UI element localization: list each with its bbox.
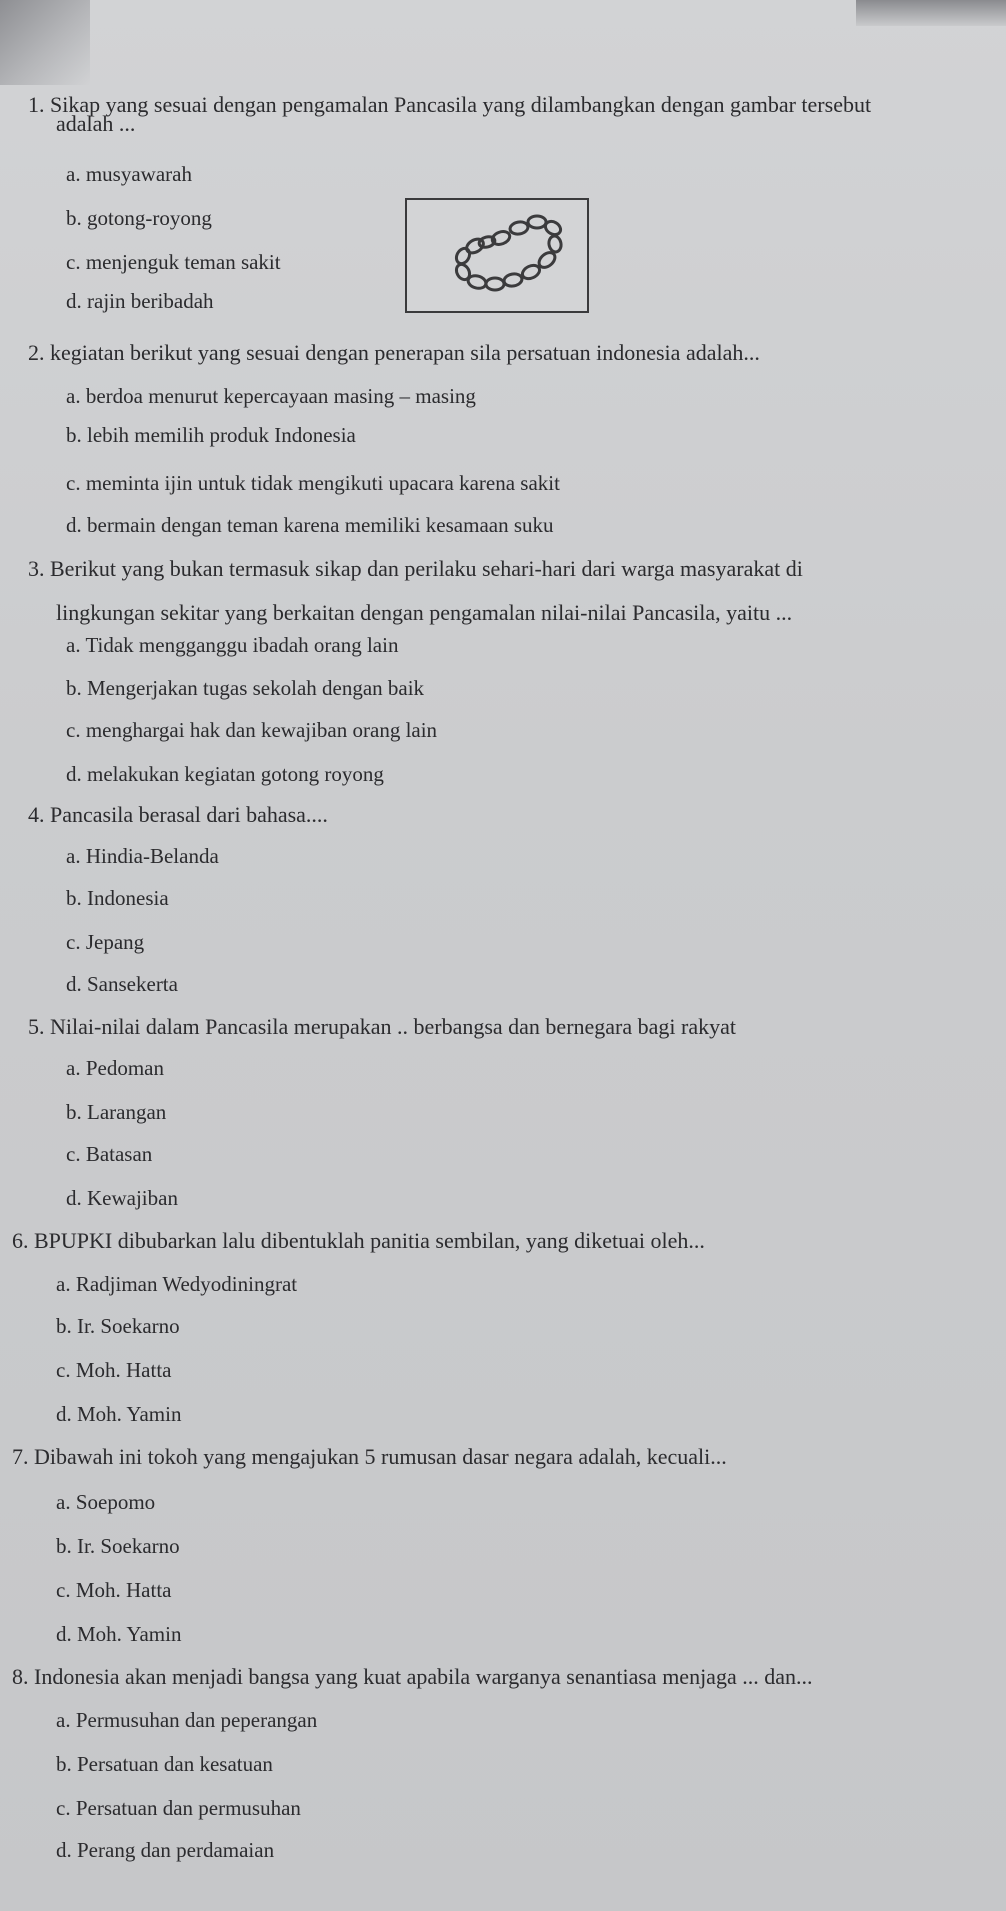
question-8-option-d[interactable]: d. Perang dan perdamaian <box>56 1838 275 1862</box>
question-8-option-a[interactable]: a. Permusuhan dan peperangan <box>56 1708 318 1732</box>
question-3-option-b[interactable]: b. Mengerjakan tugas sekolah dengan baik <box>66 676 425 700</box>
question-3-option-c[interactable]: c. menghargai hak dan kewajiban orang lain <box>66 718 438 742</box>
question-7-option-c[interactable]: c. Moh. Hatta <box>56 1578 172 1602</box>
question-7-option-d[interactable]: d. Moh. Yamin <box>56 1622 182 1646</box>
question-1-option-d[interactable]: d. rajin beribadah <box>66 289 214 313</box>
question-5-option-b[interactable]: b. Larangan <box>66 1100 167 1124</box>
question-3-stem-line-2: lingkungan sekitar yang berkaitan dengan pengamalan nilai-nilai Pancasila, yaitu ... <box>56 600 793 625</box>
question-1-option-c[interactable]: c. menjenguk teman sakit <box>66 250 281 274</box>
question-1-option-a[interactable]: a. musyawarah <box>66 162 192 186</box>
question-2-option-c[interactable]: c. meminta ijin untuk tidak mengikuti upacara karena sakit <box>66 471 560 495</box>
question-8-option-c[interactable]: c. Persatuan dan permusuhan <box>56 1796 301 1820</box>
question-4-option-c[interactable]: c. Jepang <box>66 930 145 954</box>
question-3-option-a[interactable]: a. Tidak mengganggu ibadah orang lain <box>66 633 399 657</box>
question-6-option-b[interactable]: b. Ir. Soekarno <box>56 1314 180 1338</box>
question-5-stem-line-1: 5. Nilai-nilai dalam Pancasila merupakan .. berbangsa dan bernegara bagi rakyat <box>28 1014 736 1039</box>
paper-edge <box>856 0 1006 26</box>
question-1-stem-line-2: adalah ... <box>56 111 136 136</box>
chain-icon <box>407 200 587 311</box>
question-2-stem-line-1: 2. kegiatan berikut yang sesuai dengan penerapan sila persatuan indonesia adalah... <box>28 340 760 365</box>
page-corner-shadow <box>0 0 90 85</box>
question-5-option-c[interactable]: c. Batasan <box>66 1142 153 1166</box>
question-5-option-a[interactable]: a. Pedoman <box>66 1056 164 1080</box>
question-2-option-b[interactable]: b. lebih memilih produk Indonesia <box>66 423 356 447</box>
question-6-option-a[interactable]: a. Radjiman Wedyodiningrat <box>56 1272 298 1296</box>
question-4-option-b[interactable]: b. Indonesia <box>66 886 169 910</box>
question-3-option-d[interactable]: d. melakukan kegiatan gotong royong <box>66 762 384 786</box>
question-8-stem-line-1: 8. Indonesia akan menjadi bangsa yang kuat apabila warganya senantiasa menjaga ... dan... <box>12 1664 813 1689</box>
question-1-stem-line-1: 1. Sikap yang sesuai dengan pengamalan Pancasila yang dilambangkan dengan gambar tersebut <box>28 92 872 117</box>
question-4-option-a[interactable]: a. Hindia-Belanda <box>66 844 219 868</box>
question-4-option-d[interactable]: d. Sansekerta <box>66 972 178 996</box>
question-6-option-c[interactable]: c. Moh. Hatta <box>56 1358 172 1382</box>
question-1-option-b[interactable]: b. gotong-royong <box>66 206 212 230</box>
question-7-option-a[interactable]: a. Soepomo <box>56 1490 156 1514</box>
question-2-option-d[interactable]: d. bermain dengan teman karena memiliki kesamaan suku <box>66 513 554 537</box>
question-3-stem-line-1: 3. Berikut yang bukan termasuk sikap dan perilaku sehari-hari dari warga masyarakat di <box>28 556 803 581</box>
question-2-option-a[interactable]: a. berdoa menurut kepercayaan masing – masing <box>66 384 476 408</box>
question-5-option-d[interactable]: d. Kewajiban <box>66 1186 178 1210</box>
question-7-stem-line-1: 7. Dibawah ini tokoh yang mengajukan 5 rumusan dasar negara adalah, kecuali... <box>12 1444 727 1469</box>
question-6-stem-line-1: 6. BPUPKI dibubarkan lalu dibentuklah panitia sembilan, yang diketuai oleh... <box>12 1228 705 1253</box>
question-8-option-b[interactable]: b. Persatuan dan kesatuan <box>56 1752 273 1776</box>
question-4-stem-line-1: 4. Pancasila berasal dari bahasa.... <box>28 802 328 827</box>
question-6-option-d[interactable]: d. Moh. Yamin <box>56 1402 182 1426</box>
question-1-image-frame <box>405 198 589 313</box>
question-7-option-b[interactable]: b. Ir. Soekarno <box>56 1534 180 1558</box>
